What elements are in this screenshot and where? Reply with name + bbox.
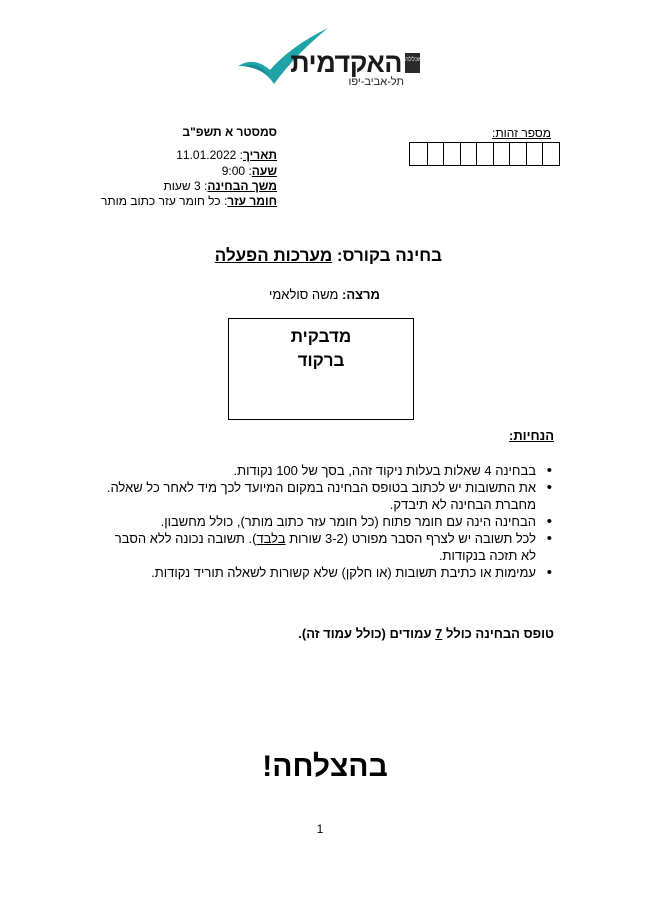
logo-tag: מכללה [405, 53, 420, 73]
hour-label: שעה [251, 164, 277, 178]
lecturer-line [269, 287, 380, 302]
instruction-item: • בבחינה 4 שאלות בעלות ניקוד זהה, בסך של 100 נקודות. [104, 462, 554, 479]
instruction-item-4-underlined: בלבד [256, 531, 286, 546]
logo-name: האקדמית [290, 48, 402, 78]
id-digit-box[interactable] [460, 143, 477, 165]
id-digit-box[interactable] [526, 143, 543, 165]
exam-date: תאריך: 11.01.2022 [176, 148, 277, 162]
materials-value: כל חומר עזר כתוב מותר [100, 194, 221, 208]
good-luck-message: בהצלחה! [262, 750, 388, 783]
lecturer-label: מרצה: [342, 287, 380, 302]
pages-count: 7 [435, 626, 443, 641]
sticker-line-2: ברקוד [297, 351, 345, 370]
pages-count-note [298, 626, 554, 641]
id-digit-box[interactable] [427, 143, 444, 165]
id-digit-box[interactable] [443, 143, 460, 165]
course-name: מערכות הפעלה [214, 246, 333, 265]
instructions-list [104, 462, 554, 581]
instruction-item [104, 530, 554, 564]
college-logo [236, 26, 423, 88]
barcode-sticker-box [228, 318, 414, 420]
instruction-item: • הבחינה הינה עם חומר פתוח (כל חומר עזר כתוב מותר), כולל מחשבון. [104, 513, 554, 530]
exam-materials: חומר עזר: כל חומר עזר כתוב מותר [100, 194, 277, 208]
id-number-label: מספר זהות: [492, 126, 552, 140]
materials-label: חומר עזר [227, 194, 277, 208]
page-number: 1 [316, 822, 324, 836]
id-digit-box[interactable] [509, 143, 526, 165]
exam-hour: שעה: 9:00 [221, 164, 277, 178]
date-label: תאריך [242, 148, 277, 162]
instructions-title: הנחיות: [509, 428, 554, 443]
lecturer-name: משה סולאמי [269, 287, 339, 302]
id-digit-box[interactable] [410, 143, 427, 165]
exam-title [215, 246, 442, 266]
instruction-item-4-part2: ). תשובה נכונה ללא הסבר לא תזכה בנקודות. [114, 531, 536, 563]
instruction-item-4-part1: לכל תשובה יש לצרף הסבר מפורט (3-2 שורות [289, 531, 536, 546]
sticker-line-1: מדבקית [290, 327, 352, 346]
pages-note-part2: עמודים (כולל עמוד זה). [298, 626, 432, 641]
exam-duration: משך הבחינה: 3 שעות [163, 179, 277, 193]
pages-note-part1: טופס הבחינה כולל [445, 626, 554, 641]
duration-value: 3 שעות [163, 179, 201, 193]
id-digit-box[interactable] [542, 143, 559, 165]
id-digit-box[interactable] [493, 143, 510, 165]
exam-title-prefix: בחינה בקורס: [336, 246, 442, 265]
duration-label: משך הבחינה [207, 179, 277, 193]
id-digit-box[interactable] [476, 143, 493, 165]
id-number-field[interactable] [409, 142, 560, 166]
instruction-item: • עמימות או כתיבת תשובות (או חלקן) שלא קשורות לשאלה תוריד נקודות. [104, 564, 554, 581]
instruction-item: • את התשובות יש לכתוב בטופס הבחינה במקום המיועד לכך מיד לאחר כל שאלה. מחברת הבחינה לא תיבדק. [104, 479, 554, 513]
logo-city: תל-אביב-יפו [348, 76, 404, 88]
hour-value: 9:00 [221, 164, 246, 178]
date-value: 11.01.2022 [176, 148, 237, 162]
semester-label: סמסטר א תשפ"ב [182, 125, 277, 139]
